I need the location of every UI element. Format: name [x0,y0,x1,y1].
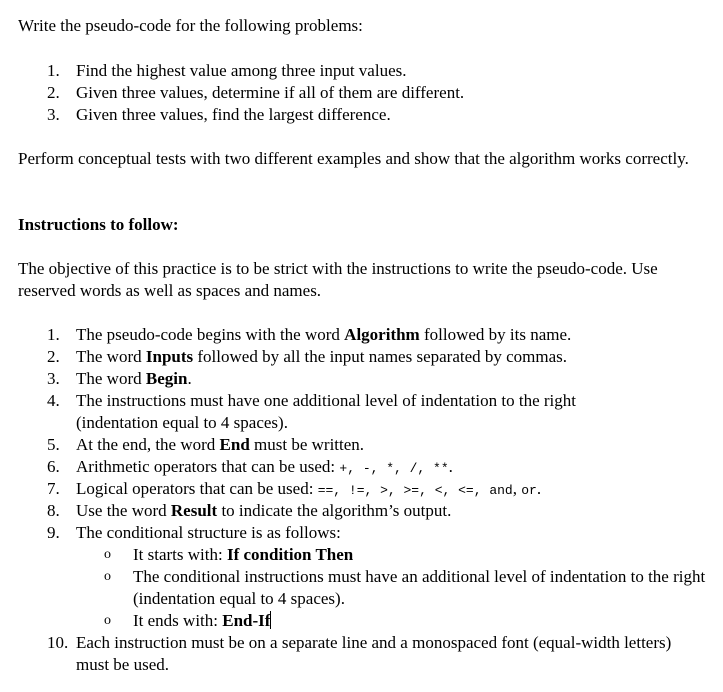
list-text: At the end, the word End must be written. [76,435,365,454]
rule-item-8 [0,500,723,522]
rule-item-6 [0,456,723,478]
list-text: Given three values, find the largest difference. [76,105,391,124]
list-text: Given three values, determine if all of them are different. [76,83,465,102]
objective-paragraph: The objective of this practice is to be strict with the instructions to write the pseudo-code. Use reserved words as well as spaces and names. [18,259,658,300]
keyword-result: Result [170,501,218,520]
list-number: 10. [47,633,69,652]
sub-item-3 [0,610,723,632]
keyword-algorithm: Algorithm [344,325,420,344]
keyword-end: End [219,435,250,454]
circle-bullet-icon: o [104,613,111,628]
problem-item-3 [0,104,723,126]
rules-list [0,324,723,676]
circle-bullet-icon: o [104,547,111,562]
list-text: The conditional structure is as follows: [76,523,341,542]
heading-text: Instructions to follow: [18,215,179,234]
rule-item-2 [0,346,723,368]
logical-operators: ==, !=, >, >=, <, <=, [317,483,490,498]
keyword-if-condition-then: If condition Then [226,545,354,564]
list-text: Use the word Result to indicate the algorithm’s output. [76,501,452,520]
list-number: 2. [47,83,60,102]
sub-item-2 [0,566,723,610]
rule-item-1 [0,324,723,346]
rule-item-5 [0,434,723,456]
rule-item-4 [0,390,723,434]
list-text: Logical operators that can be used: ==, !=, >, >=, <, <=, and, or. [76,479,542,498]
keyword-or: or [521,483,537,498]
rule-item-3 [0,368,723,390]
problem-item-1 [0,60,723,82]
list-number: 3. [47,105,60,124]
list-number: 4. [47,391,60,410]
list-number: 1. [47,325,60,344]
list-number: 3. [47,369,60,388]
list-number: 8. [47,501,60,520]
list-text: Each instruction must be on a separate line and a monospaced font (equal-width letters) must be used. [76,633,672,674]
list-number: 7. [47,479,60,498]
keyword-begin: Begin [145,369,188,388]
intro-text: Write the pseudo-code for the following problems: [18,16,363,35]
tests-paragraph: Perform conceptual tests with two different examples and show that the algorithm works correctly. [18,149,689,168]
sub-text: The conditional instructions must have an additional level of indentation to the right (indentation equal to 4 spaces). [133,567,706,608]
arithmetic-operators: +, -, *, /, ** [339,461,449,476]
circle-bullet-icon: o [104,569,111,584]
list-number: 5. [47,435,60,454]
keyword-end-if: End-If [222,611,271,630]
sub-text: It ends with: End-If [133,611,271,630]
sub-item-1 [0,544,723,566]
keyword-inputs: Inputs [145,347,194,366]
list-text: The pseudo-code begins with the word Algorithm followed by its name. [76,325,572,344]
list-text: Arithmetic operators that can be used: +, -, *, /, **. [76,457,453,476]
list-text: The instructions must have one additional level of indentation to the right (indentation equal to 4 spaces). [76,391,576,432]
rule-item-9 [0,522,723,544]
list-number: 2. [47,347,60,366]
list-number: 6. [47,457,60,476]
list-text: The word Begin. [76,369,192,388]
rule-item-10 [0,632,723,676]
text-cursor [270,611,271,629]
list-text: The word Inputs followed by all the input names separated by commas. [76,347,568,366]
instructions-heading [18,214,718,236]
list-text: Find the highest value among three input values. [76,61,407,80]
list-number: 1. [47,61,60,80]
problems-list [0,60,723,126]
list-number: 9. [47,523,60,542]
sub-text: It starts with: If condition Then [133,545,354,564]
keyword-and: and [489,483,513,498]
rule-item-7 [0,478,723,500]
problem-item-2 [0,82,723,104]
